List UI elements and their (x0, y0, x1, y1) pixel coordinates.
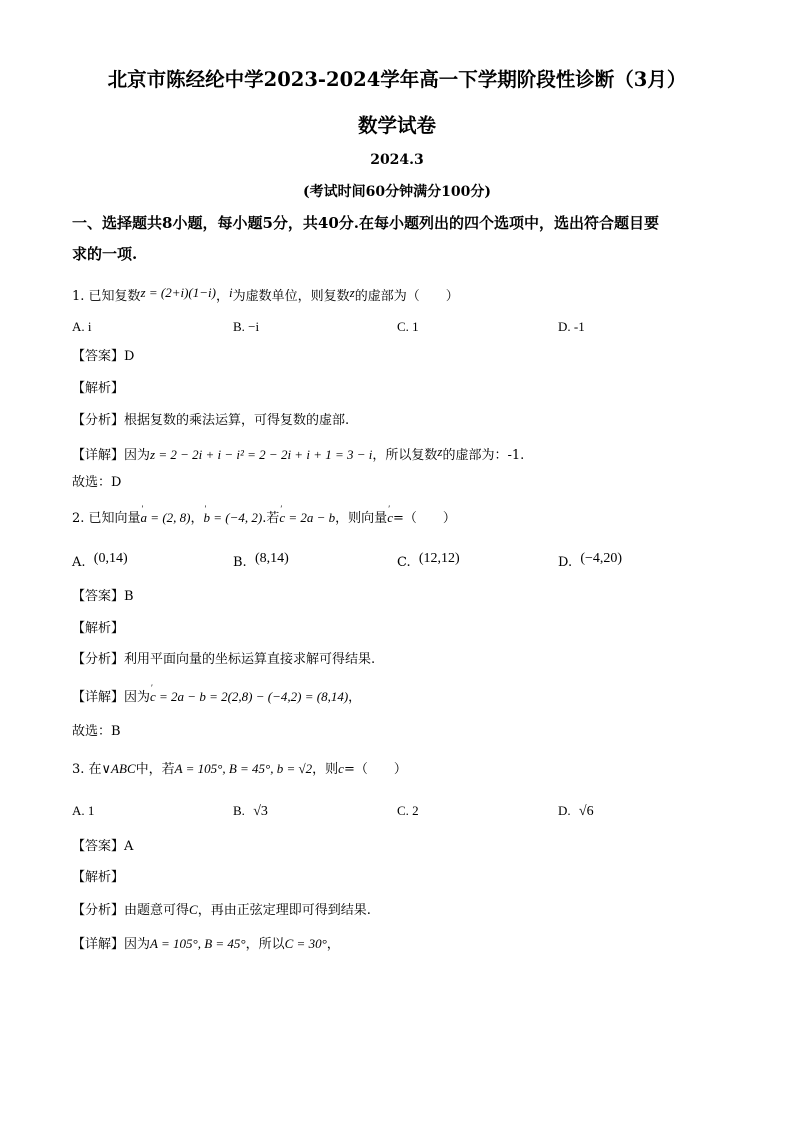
document-subtitle: 数学试卷 (357, 114, 436, 137)
q1-xiangjie-z: z (437, 444, 443, 459)
q2-prefix: 2. 已知向量 (72, 511, 141, 526)
exam-info: (考试时间60分钟满分100分) (303, 184, 491, 200)
q1-xiangjie-prefix: 【详解】因为 (72, 448, 151, 463)
q3-analysis-label: 【解析】 (72, 870, 125, 885)
q1-expression: z = (2+i)(1−i) (140, 285, 216, 300)
q3-xiangjie-result: C = 30° (284, 936, 327, 951)
q2-option-a-label: A. (72, 555, 86, 570)
q1-option-c: C. 1 (397, 319, 419, 334)
q3-mid2: ，则 (312, 762, 339, 777)
q2-sep: ， (190, 511, 204, 526)
q3-mid1: 中，若 (135, 762, 175, 777)
q1-mid-text: 为虚数单位，则复数 (232, 289, 350, 304)
q1-xiangjie-expression: z = 2 − 2i + i − i² = 2 − 2i + i + 1 = 3 − i (150, 447, 373, 462)
q2-option-a (72, 550, 128, 572)
question-2-stem (72, 509, 456, 528)
q2-option-d-label: D. (558, 555, 573, 570)
q2-post: =（ ） (392, 511, 456, 526)
q3-option-c: C. 2 (397, 803, 419, 818)
q1-z: z (349, 285, 355, 300)
document-title: 北京市陈经纶中学2023-2024学年高一下学期阶段性诊断（3月） (107, 68, 687, 91)
q1-answer: 【答案】D (72, 349, 135, 364)
q3-option-b-label: B. (233, 803, 245, 818)
q3-triangle: ∨ABC (101, 761, 136, 776)
q2-ruo: .若 (262, 511, 280, 526)
q2-answer: 【答案】B (72, 589, 134, 604)
section-heading-line2: 求的一项. (72, 245, 138, 263)
q1-xiangjie (72, 443, 524, 465)
q3-xiangjie-prefix: 【详解】因为 (72, 937, 151, 952)
q3-fenxi (72, 901, 371, 920)
q2-fenxi: 【分析】利用平面向量的坐标运算直接求解可得结果. (72, 652, 376, 667)
q2-vector-b: ′ b = (−4, 2) (204, 509, 263, 527)
q2-xiangjie (72, 688, 361, 707)
q3-xiangjie-mid: ，所以 (245, 937, 285, 952)
q3-conditions: A = 105°, B = 45°, b = √2 (174, 761, 313, 776)
q3-fenxi-c: C (189, 902, 198, 917)
q1-option-b: B. −i (233, 319, 260, 334)
question-3-stem (72, 760, 407, 779)
q1-fenxi: 【分析】根据复数的乘法运算，可得复数的虚部. (72, 413, 350, 428)
q1-option-d: D. -1 (558, 319, 585, 334)
q2-vector-c-def: ′ c = 2a − b (279, 509, 335, 527)
question-1-stem (72, 284, 459, 306)
q2-option-c (397, 550, 460, 572)
q2-analysis-label: 【解析】 (72, 621, 125, 636)
q2-option-b (233, 550, 289, 572)
q3-c: c (338, 761, 344, 776)
q3-prefix: 3. 在 (72, 762, 102, 777)
q1-separator: ， (215, 289, 229, 304)
q2-option-a-value: (0,14) (93, 551, 128, 566)
q1-post-text: 的虚部为（ ） (354, 289, 459, 304)
q2-xiangjie-post: ， (348, 690, 362, 705)
q2-xiangjie-expression: ′ c = 2a − b = 2(2,8) − (−4,2) = (8,14) (150, 688, 348, 706)
q1-imag-unit: i (228, 285, 233, 300)
q3-option-d-value: √6 (578, 804, 594, 819)
q2-option-d-value: (−4,20) (580, 551, 623, 566)
q3-xiangjie (72, 935, 340, 954)
q1-option-a: A. i (72, 319, 92, 334)
q1-xiangjie-mid: ，所以复数 (372, 448, 438, 463)
q3-fenxi-prefix: 【分析】由题意可得 (72, 903, 190, 918)
q1-analysis-label: 【解析】 (72, 381, 125, 396)
q3-xiangjie-expression: A = 105°, B = 45° (150, 936, 246, 951)
q2-option-b-value: (8,14) (254, 551, 289, 566)
q2-option-c-label: C. (397, 555, 411, 570)
q3-post: =（ ） (343, 762, 407, 777)
q1-choose: 故选：D (72, 475, 122, 490)
q3-option-d-label: D. (558, 803, 571, 818)
q2-mid: ，则向量 (335, 511, 388, 526)
q2-c: ′ c (387, 509, 393, 527)
q2-option-c-value: (12,12) (418, 551, 460, 566)
section-heading-line1: 一、选择题共8小题，每小题5分，共40分.在每小题列出的四个选项中，选出符合题目要 (72, 214, 659, 232)
q3-option-d (558, 802, 594, 821)
q1-xiangjie-post: 的虚部为：-1. (442, 448, 525, 463)
q3-option-a: A. 1 (72, 803, 95, 818)
q3-option-b-value: √3 (253, 804, 268, 819)
q3-xiangjie-post: ， (326, 937, 340, 952)
exam-date: 2024.3 (370, 152, 424, 168)
q2-option-d (558, 550, 622, 572)
q3-option-b (233, 802, 268, 821)
q2-choose: 故选：B (72, 724, 121, 739)
q3-fenxi-post: ，再由正弦定理即可得到结果. (197, 903, 371, 918)
q2-xiangjie-prefix: 【详解】因为 (72, 690, 151, 705)
q2-vector-a: ′ a = (2, 8) (141, 509, 191, 527)
q3-answer: 【答案】A (72, 839, 134, 854)
q1-prefix: 1. 已知复数 (72, 289, 141, 304)
q2-option-b-label: B. (233, 555, 247, 570)
